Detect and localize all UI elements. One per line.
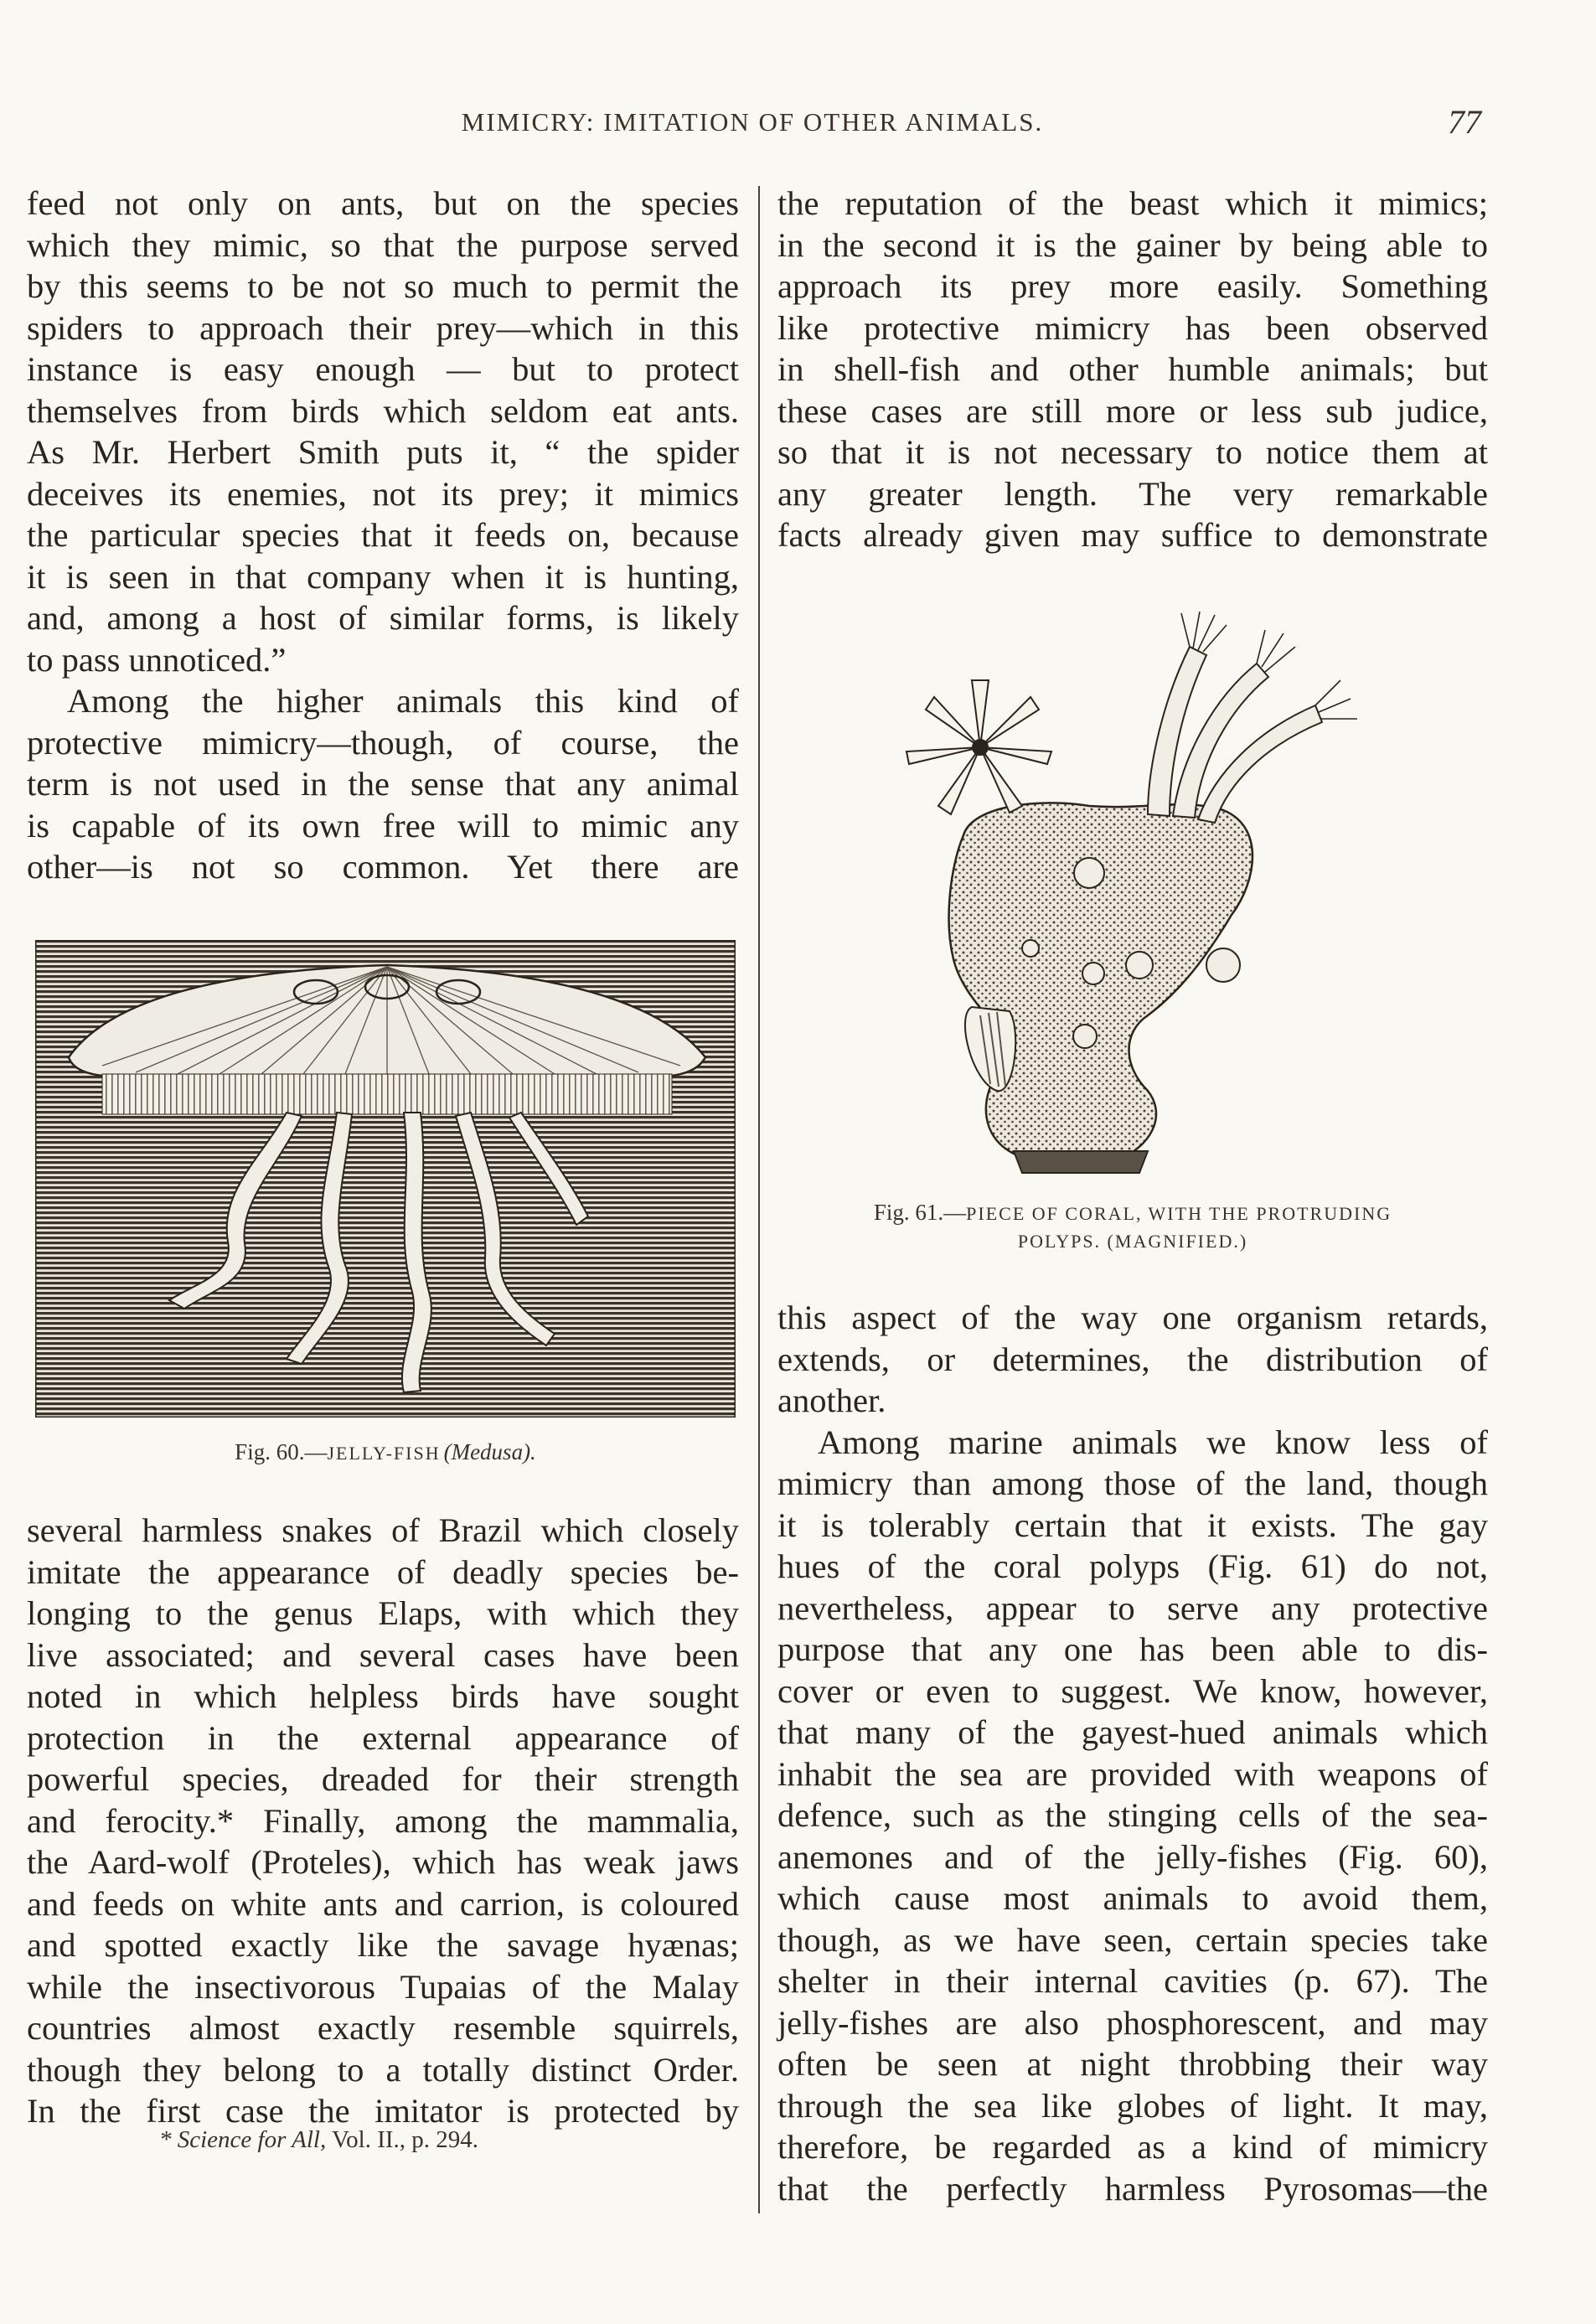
text-line: and feeds on white ants and carrion, is coloured [27, 1884, 739, 1923]
text-line: that many of the gayest-hued animals which [777, 1713, 1488, 1751]
text-line: is capable of its own free will to mimic any [27, 806, 739, 844]
text-line: anemones and of the jelly-fishes (Fig. 60), [777, 1837, 1488, 1876]
figure60-title: JELLY-FISH [327, 1443, 441, 1464]
figure61-label: Fig. 61.— [873, 1200, 967, 1225]
text-line: to pass unnoticed.” [27, 640, 287, 679]
text-line: Among marine animals we know less of [818, 1423, 1488, 1461]
text-line: this aspect of the way one organism retards, [777, 1299, 1488, 1336]
text-line: and spotted exactly like the savage hyænas; [27, 1926, 739, 1964]
text-line: like protective mimicry has been observed [777, 308, 1488, 347]
text-line: any greater length. The very remarkable [777, 474, 1488, 513]
text-line: extends, or determines, the distribution of [777, 1340, 1488, 1378]
text-line: inhabit the sea are provided with weapons of [777, 1754, 1488, 1793]
text-line: in the second it is the gainer by being able to [777, 225, 1488, 264]
text-line: nevertheless, appear to serve any protective [777, 1588, 1488, 1627]
text-line: the Aard-wolf (Proteles), which has weak jaws [27, 1843, 739, 1881]
footnote-rest: Vol. II., p. 294. [331, 2126, 479, 2153]
text-line: imitate the appearance of deadly species be- [27, 1552, 739, 1591]
text-line: longing to the genus Elaps, with which they [27, 1594, 739, 1632]
text-line: and, among a host of similar forms, is likely [27, 599, 739, 637]
running-header: MIMICRY: IMITATION OF OTHER ANIMALS. [461, 107, 1044, 137]
text-line: the particular species that it feeds on, because [27, 516, 739, 554]
text-line: in shell-fish and other humble animals; but [777, 350, 1488, 388]
text-line: approach its prey more easily. Something [777, 267, 1488, 305]
jellyfish-illustration [35, 940, 736, 1418]
text-line: instance is easy enough — but to protect [27, 350, 739, 388]
text-line: another. [777, 1381, 886, 1419]
coral-illustration [871, 596, 1407, 1183]
text-line: through the sea like globes of light. It may, [777, 2086, 1488, 2125]
text-line: and ferocity.* Finally, among the mammalia, [27, 1801, 739, 1840]
text-line: though, as we have seen, certain species take [777, 1920, 1488, 1959]
text-line: live associated; and several cases have been [27, 1635, 739, 1674]
text-line: though they belong to a totally distinct Order. [27, 2050, 739, 2089]
text-line: As Mr. Herbert Smith puts it, “ the spider [27, 433, 739, 471]
figure61-line1: PIECE OF CORAL, WITH THE PROTRUDING [966, 1203, 1392, 1224]
text-line: while the insectivorous Tupaias of the Malay [27, 1967, 739, 2006]
text-line: often be seen at night throbbing their way [777, 2045, 1488, 2083]
text-line: facts already given may suffice to demonstrate [777, 516, 1488, 554]
figure61-line2: POLYPS. (MAGNIFIED.) [1017, 1231, 1248, 1252]
text-line: In the first case the imitator is protected by [27, 2092, 739, 2130]
text-line: it is tolerably certain that it exists. The gay [777, 1505, 1488, 1544]
text-line: cover or even to suggest. We know, however, [777, 1671, 1488, 1710]
text-line: it is seen in that company when it is hunting, [27, 557, 739, 596]
text-line: powerful species, dreaded for their strength [27, 1760, 739, 1798]
right-column-top [777, 183, 1488, 556]
text-line: the reputation of the beast which it mimics; [777, 184, 1488, 222]
left-column-bottom [27, 1510, 739, 2132]
left-column-top [27, 183, 739, 888]
text-line: themselves from birds which seldom eat ants. [27, 391, 739, 430]
footnote-title: Science for All, [177, 2126, 327, 2153]
text-line: which they mimic, so that the purpose served [27, 225, 739, 264]
figure60-name: (Medusa). [443, 1439, 536, 1464]
text-line: hues of the coral polyps (Fig. 61) do not, [777, 1547, 1488, 1585]
text-line: other—is not so common. Yet there are [27, 848, 739, 886]
right-column-bottom [777, 1297, 1488, 2209]
text-line: so that it is not necessary to notice them at [777, 433, 1488, 471]
figure60-label: Fig. 60.— [235, 1439, 328, 1464]
text-line: shelter in their internal cavities (p. 67). The [777, 1962, 1488, 2000]
column-divider [758, 186, 760, 2213]
text-line: noted in which helpless birds have sought [27, 1677, 739, 1715]
text-line: Among the higher animals this kind of [67, 682, 739, 720]
text-line: jelly-fishes are also phosphorescent, and may [777, 2003, 1488, 2042]
text-line: that the perfectly harmless Pyrosomas—the [777, 2169, 1488, 2208]
figure60-caption [35, 1439, 736, 1465]
text-line: feed not only on ants, but on the species [27, 184, 739, 222]
text-line: these cases are still more or less sub judice, [777, 391, 1488, 430]
text-line: deceives its enemies, not its prey; it mimics [27, 474, 739, 513]
text-line: term is not used in the sense that any animal [27, 765, 739, 803]
figure61-caption [777, 1200, 1488, 1252]
text-line: mimicry than among those of the land, though [777, 1464, 1488, 1502]
text-line: protection in the external appearance of [27, 1718, 739, 1757]
text-line: several harmless snakes of Brazil which closely [27, 1511, 739, 1549]
text-line: by this seems to be not so much to permit the [27, 267, 739, 305]
footnote [159, 2126, 478, 2154]
text-line: spiders to approach their prey—which in this [27, 308, 739, 347]
page-number: 77 [1448, 103, 1481, 141]
text-line: which cause most animals to avoid them, [777, 1879, 1488, 1917]
text-line: countries almost exactly resemble squirrels, [27, 2009, 739, 2047]
text-line: therefore, be regarded as a kind of mimicry [777, 2128, 1488, 2166]
text-line: purpose that any one has been able to dis- [777, 1630, 1488, 1668]
text-line: defence, such as the stinging cells of the sea- [777, 1796, 1488, 1834]
footnote-marker: * [159, 2126, 172, 2153]
text-line: protective mimicry—though, of course, the [27, 723, 739, 762]
